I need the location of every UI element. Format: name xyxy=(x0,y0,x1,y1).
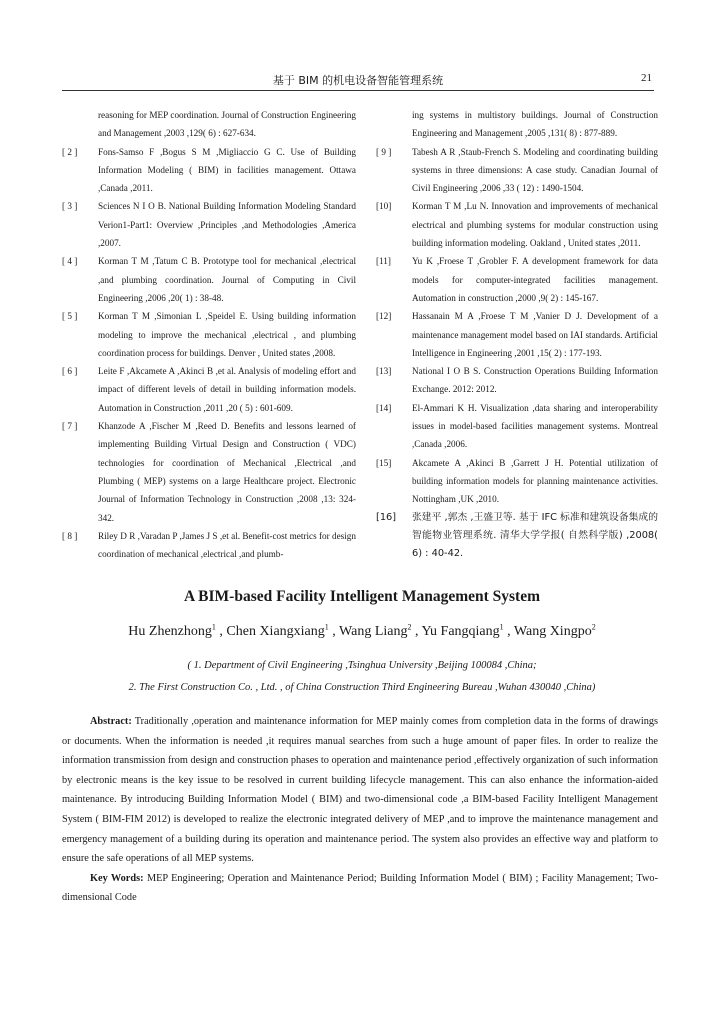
reference-number: [ 8 ] xyxy=(62,530,78,541)
reference-text: Tabesh A R ,Staub-French S. Modeling and coordinating building systems in three dimensions: A case study. Canadian Journal of Civil Engineering ,2006 ,33 ( 12) : 1490-1504. xyxy=(412,146,658,194)
author-name: Chen Xiangxiang xyxy=(226,623,325,639)
reference-text: Fons-Samso F ,Bogus S M ,Migliaccio G C. Use of Building Information Modeling ( BIM) in facilities management. Ottawa ,Canada ,2011. xyxy=(98,146,356,194)
reference-number: [ 9 ] xyxy=(376,146,392,157)
reference-number: [15] xyxy=(376,457,392,468)
references-right-column xyxy=(376,106,658,563)
abstract-block xyxy=(62,712,658,908)
author: Chen Xiangxiang$^1$ , xyxy=(226,622,340,639)
affiliation-2: 2. The First Construction Co. , Ltd. , of China Construction Third Engineering Bureau ,Wuhan 430040 ,China) xyxy=(128,682,596,693)
reference-text: Hassanain M A ,Froese T M ,Vanier D J. Development of a maintenance management model based on IAI standards. Artificial Intelligence in Engineering ,2001 ,15( 2) : 177-193. xyxy=(412,311,658,358)
keywords-paragraph xyxy=(62,869,658,908)
reference-entry xyxy=(376,143,658,198)
reference-number: [10] xyxy=(376,201,392,212)
reference-number: [13] xyxy=(376,366,392,377)
reference-number: [ 7 ] xyxy=(62,421,78,432)
journal-running-title: 基于 BIM 的机电设备智能管理系统 xyxy=(272,74,444,87)
reference-text: Korman T M ,Simonian L ,Speidel E. Using building information modeling to improve the mechanical ,electrical , and plumbing coordination process for buildings. Denver , United states ,2008. xyxy=(98,311,356,358)
author: Hu Zhenzhong$^1$ , xyxy=(128,622,227,639)
author-affiliation-mark: 1 xyxy=(499,622,504,631)
reference-text: National I O B S. Construction Operations Building Information Exchange. 2012: 2012. xyxy=(412,366,658,395)
reference-text: El-Ammari K H. Visualization ,data sharing and interoperability issues in model-based facilities management systems. Montreal ,Canada ,2006. xyxy=(412,402,658,450)
running-header xyxy=(62,70,654,91)
author: Wang Liang$^2$ , xyxy=(339,622,422,639)
abstract-label: Abstract: xyxy=(90,716,132,727)
author-affiliation-mark: 2 xyxy=(591,622,596,631)
reference-number: [16] xyxy=(376,511,397,523)
keywords-label: Key Words: xyxy=(90,872,144,884)
keywords-text: MEP Engineering; Operation and Maintenance Period; Building Information Model ( BIM) ; Facility Management; Two-dimensional Code xyxy=(62,872,658,904)
reference-number: [ 4 ] xyxy=(62,256,78,267)
author-affiliation-mark: 1 xyxy=(211,622,216,631)
reference-entry xyxy=(62,307,356,362)
author: Yu Fangqiang$^1$ , xyxy=(421,622,514,639)
reference-entry xyxy=(62,417,356,527)
reference-entry xyxy=(62,197,356,252)
reference-text: Riley D R ,Varadan P ,James J S ,et al. Benefit-cost metrics for design coordination of mechanical ,electrical ,and plumb- xyxy=(98,530,356,560)
author-name: Yu Fangqiang xyxy=(421,623,500,639)
reference-entry xyxy=(62,252,356,307)
reference-number: [ 2 ] xyxy=(62,146,78,157)
reference-number: [14] xyxy=(376,402,392,413)
paper-title: A BIM-based Facility Intelligent Management System xyxy=(183,588,541,605)
reference-text: Korman T M ,Tatum C B. Prototype tool for mechanical ,electrical ,and plumbing coordination. Journal of Computing in Civil Engineering ,2006 ,20( 1) : 38-48. xyxy=(98,256,356,303)
author-affiliation-mark: 2 xyxy=(407,622,412,631)
reference-entry xyxy=(62,527,356,564)
reference-text: Yu K ,Froese T ,Grobler F. A development framework for data models for computer-integrated facilities management. Automation in construction ,2000 ,9( 2) : 145-167. xyxy=(412,256,658,303)
page-number: 21 xyxy=(641,72,652,84)
reference-entry xyxy=(376,454,658,509)
author-name: Wang Liang xyxy=(339,623,408,639)
reference-entry xyxy=(376,362,658,399)
abstract-text: Traditionally ,operation and maintenance information for MEP mainly comes from completion data in the forms of drawings or documents. When the information is needed ,it requires manual searches from such a huge amount of paper files. In order to realize the information transmission from design and construction phases to operation and maintenance period ,effectively organization of such information by electronic means is the key issue to be resolved in current building lifecycle management. This can also enhance the information-aided maintenance. By introducing Building Information Model ( BIM) and two-dimensional code ,a BIM-based Facility Intelligent Management System ( BIM-FIM 2012) is developed to realize the electronic integrated delivery of MEP ,and to improve the maintenance management and emergency management of a building during its operation and maintenance period. The system also provides an effective way and platform to ensure the safe operations of all MEP systems. xyxy=(62,716,659,865)
author-name: Hu Zhenzhong xyxy=(128,623,212,639)
reference-number: [12] xyxy=(376,311,392,322)
reference-text: Khanzode A ,Fischer M ,Reed D. Benefits and lessons learned of implementing Building Virtual Design and Construction ( VDC) technologies for coordination of Mechanical ,Electrical ,and Plumbing ( MEP) systems on a large Healthcare project. Electronic Journal of Information Technology in Construction ,2008 ,13: 324-342. xyxy=(98,421,356,523)
reference-number: [ 5 ] xyxy=(62,311,78,322)
reference-entry xyxy=(62,362,356,417)
reference-text: 张建平 ,郭杰 ,王盛卫等. 基于 IFC 标准和建筑设备集成的智能物业管理系统. 清华大学学报( 自然科学版) ,2008( 6) : 40-42. xyxy=(412,511,659,560)
reference-text: reasoning for MEP coordination. Journal of Construction Engineering and Management ,2003 ,129( 6) : 627-634. xyxy=(98,110,356,139)
reference-entry xyxy=(376,509,658,564)
author-name: Wang Xingpo xyxy=(513,623,592,639)
reference-entry xyxy=(376,252,658,307)
reference-number: [ 6 ] xyxy=(62,366,78,377)
reference-entry xyxy=(376,197,658,252)
abstract-paragraph xyxy=(62,712,658,869)
author-affiliation-mark: 1 xyxy=(324,622,329,631)
reference-entry xyxy=(62,143,356,198)
reference-entry xyxy=(376,106,658,143)
references-left-column xyxy=(62,106,356,563)
reference-text: Korman T M ,Lu N. Innovation and improvements of mechanical electrical and plumbing systems for modular construction using building information modeling. Oakland , United states ,2011. xyxy=(412,201,658,249)
reference-text: Akcamete A ,Akinci B ,Garrett J H. Potential utilization of building information models for planning maintenance activities. Nottingham ,UK ,2010. xyxy=(412,457,658,505)
affiliation-1: ( 1. Department of Civil Engineering ,Tsinghua University ,Beijing 100084 ,China; xyxy=(187,660,537,671)
reference-entry xyxy=(376,399,658,454)
reference-entry xyxy=(376,307,658,362)
author xyxy=(514,624,596,639)
reference-entry xyxy=(62,106,356,143)
reference-text: Sciences N I O B. National Building Information Modeling Standard Verion1-Part1: Overview ,Principles ,and Methodologies ,America ,2007. xyxy=(98,201,356,249)
author-list xyxy=(0,622,724,640)
reference-number: [ 3 ] xyxy=(62,201,78,212)
reference-text: Leite F ,Akcamete A ,Akinci B ,et al. Analysis of modeling effort and impact of different levels of detail in building information models. Automation in Construction ,2011 ,20 ( 5) : 601-609. xyxy=(98,366,356,413)
reference-number: [11] xyxy=(376,256,391,267)
reference-text: ing systems in multistory buildings. Journal of Construction Engineering and Management ,2005 ,131( 8) : 877-889. xyxy=(412,110,658,139)
